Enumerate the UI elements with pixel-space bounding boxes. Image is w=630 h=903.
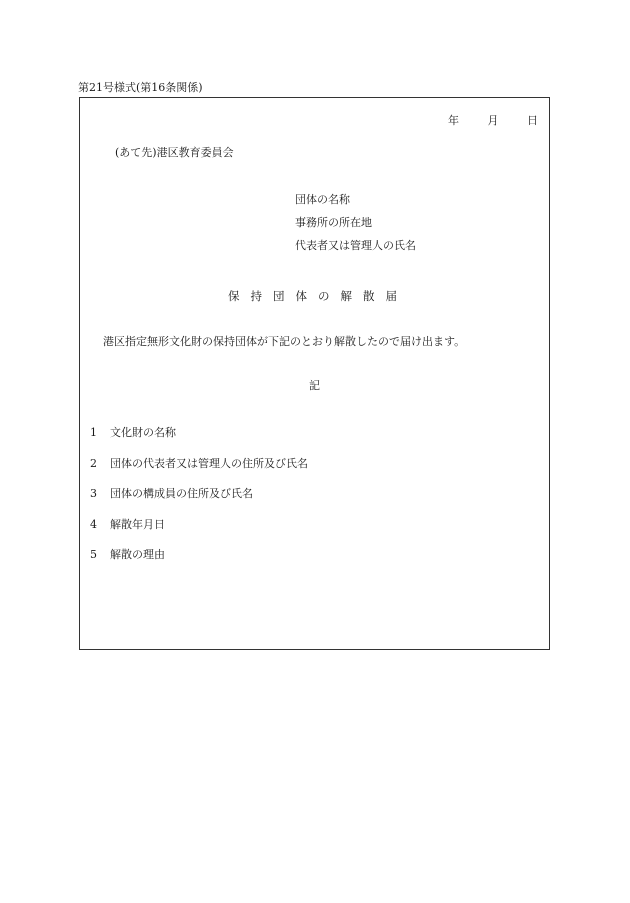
list-item xyxy=(90,426,308,457)
form-number: 第21号様式(第16条関係) xyxy=(78,81,203,94)
form-box xyxy=(79,97,550,650)
item-label: 団体の構成員の住所及び氏名 xyxy=(110,487,253,500)
addressee: (あて先)港区教育委員会 xyxy=(115,146,234,159)
date-line xyxy=(448,114,538,127)
item-number: 1 xyxy=(90,426,97,439)
list-item xyxy=(90,487,308,518)
item-label: 文化財の名称 xyxy=(110,426,176,439)
date-month-label: 月 xyxy=(487,114,499,127)
document-title: 保持団体の解散届 xyxy=(228,289,408,303)
item-label: 団体の代表者又は管理人の住所及び氏名 xyxy=(110,456,308,470)
item-list xyxy=(90,426,308,579)
date-year-label: 年 xyxy=(448,114,459,127)
ki-heading: 記 xyxy=(309,379,320,392)
item-number: 4 xyxy=(90,517,97,531)
item-number: 3 xyxy=(90,487,97,500)
list-item xyxy=(90,518,308,549)
statement-text: 港区指定無形文化財の保持団体が下記のとおり解散したので届け出ます。 xyxy=(103,335,466,348)
date-day-label: 日 xyxy=(527,114,538,127)
organization-fields xyxy=(295,193,416,262)
list-item xyxy=(90,548,308,579)
item-number: 2 xyxy=(90,456,97,470)
list-item xyxy=(90,457,308,488)
representative-name-label: 代表者又は管理人の氏名 xyxy=(295,239,416,252)
item-number: 5 xyxy=(90,548,97,561)
organization-name-label: 団体の名称 xyxy=(295,193,350,206)
item-label: 解散年月日 xyxy=(110,517,165,531)
item-label: 解散の理由 xyxy=(110,548,165,561)
office-address-label: 事務所の所在地 xyxy=(295,216,372,229)
